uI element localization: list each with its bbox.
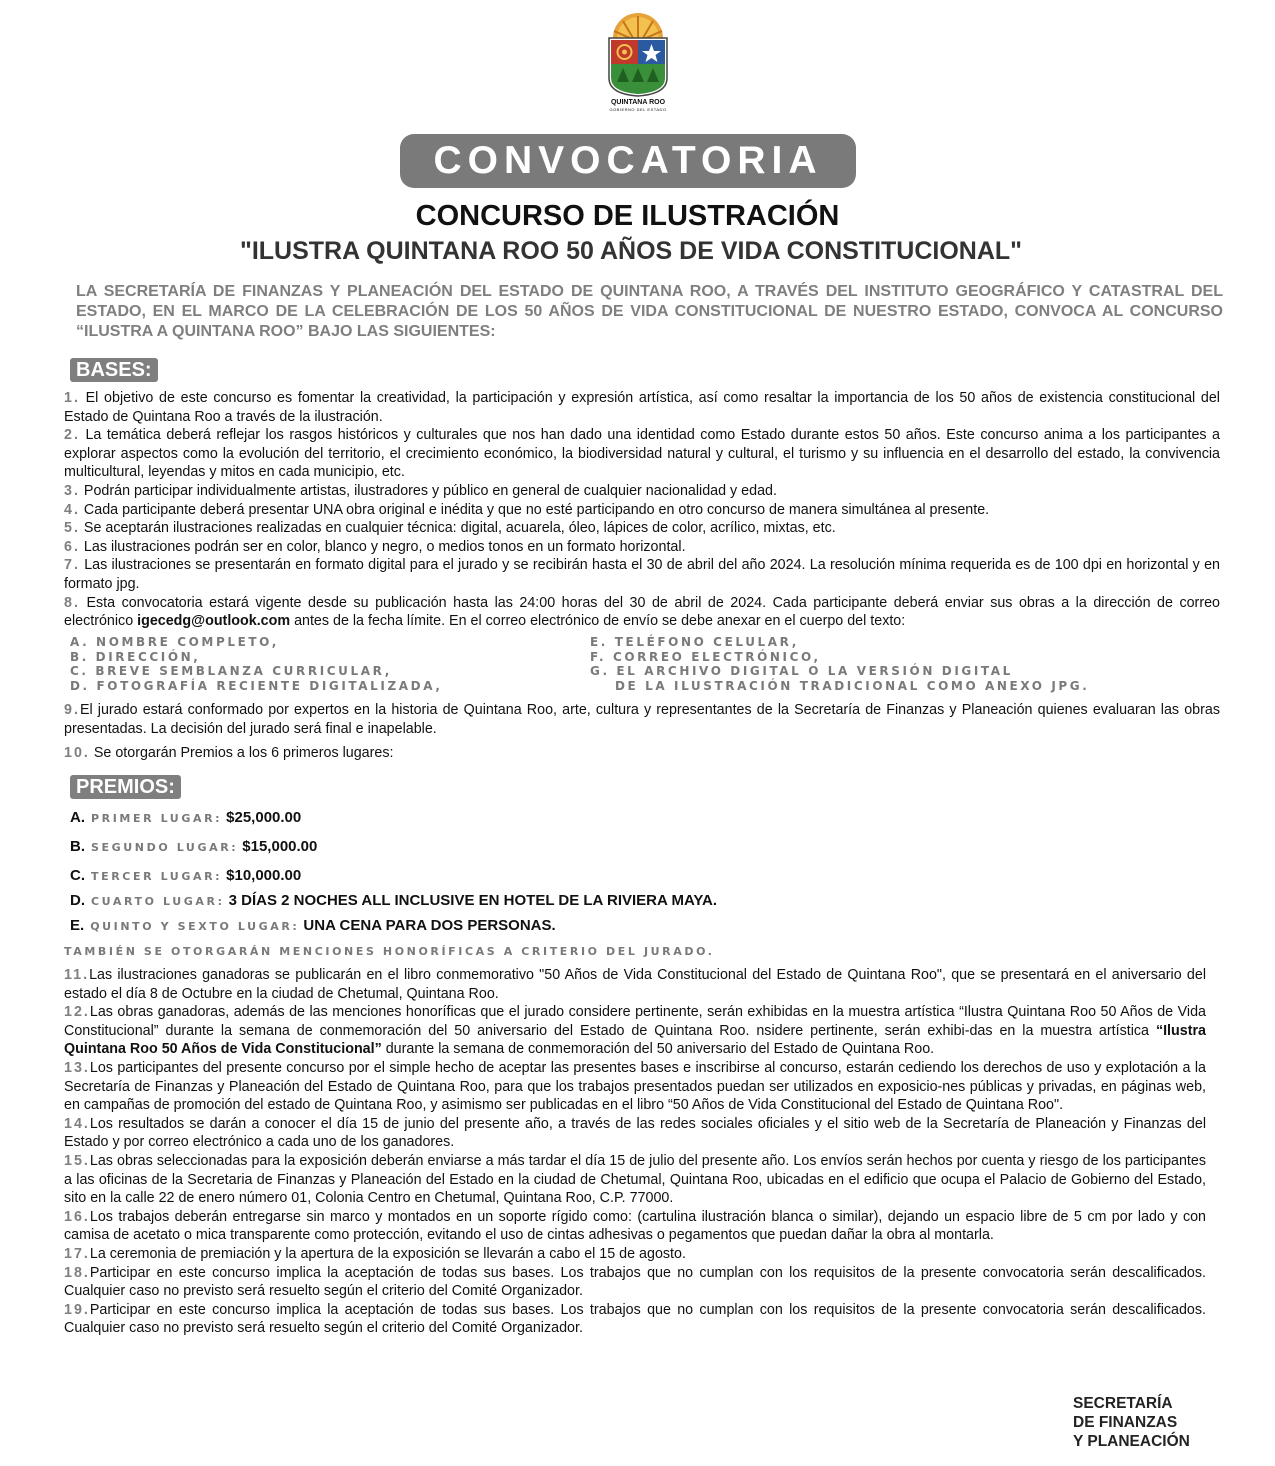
base-text: Se aceptarán ilustraciones realizadas en cualquier técnica: digital, acuarela, óleo, lápices de color, acrílico, mixtas, etc. bbox=[83, 520, 836, 537]
base-number: 18. bbox=[64, 1264, 90, 1281]
contest-title: CONCURSO DE ILUSTRACIÓN bbox=[415, 200, 840, 232]
base-number: 3. bbox=[64, 482, 80, 499]
base-item bbox=[64, 519, 1220, 538]
prize-row bbox=[70, 891, 717, 912]
base-item bbox=[64, 389, 1220, 426]
base-text: Los trabajos deberán entregarse sin marco y montados en un soporte rígido como: (cartulina ilustración blanca o similar), dejando un espacio libre de 5 cm por lado y con camisa de acetato o mica transparente como protección, evitando el uso de cintas adhesivas o pegamentos que puedan dañar la obra al montarla. bbox=[64, 1208, 1206, 1244]
bases-list-final bbox=[64, 966, 1206, 1338]
base-item bbox=[64, 966, 1206, 1003]
base-item bbox=[64, 744, 1220, 763]
base-text: Esta convocatoria estará vigente desde su publicación hasta las 24:00 horas del 30 de abril de 2024. Cada participante deberá enviar sus obras a la dirección de correo electrónico bbox=[64, 594, 1220, 630]
bases-list-continued bbox=[64, 701, 1220, 763]
coat-of-arms-icon bbox=[603, 12, 673, 98]
base-item bbox=[64, 556, 1220, 593]
base-item bbox=[64, 594, 1220, 631]
base-item bbox=[64, 1208, 1206, 1245]
base-item bbox=[64, 1152, 1206, 1208]
requirement-item: D. FOTOGRAFÍA RECIENTE DIGITALIZADA, bbox=[70, 678, 443, 693]
agency-line: DE FINANZAS bbox=[1073, 1414, 1178, 1431]
prize-row bbox=[70, 866, 301, 887]
base-number: 11. bbox=[64, 967, 90, 983]
requirement-item: F. CORREO ELECTRÓNICO, bbox=[590, 649, 821, 664]
issuing-agency-signature bbox=[1073, 1394, 1190, 1451]
prize-value: $15,000.00 bbox=[242, 838, 318, 855]
base-number: 8. bbox=[64, 594, 80, 611]
base-item bbox=[64, 426, 1220, 482]
base-item bbox=[64, 482, 1220, 501]
base-text: Las ilustraciones ganadoras se publicarán en el libro conmemorativo "50 Años de Vida Constitucional del Estado de Quintana Roo", que se presentará en el aniversario del estado el día 8 de Octubre en la ciudad de Chetumal, Quintana Roo. bbox=[64, 967, 1206, 1002]
prize-label: QUINTO Y SEXTO LUGAR: bbox=[90, 920, 300, 933]
base-number: 19. bbox=[64, 1301, 90, 1318]
base-text: antes de la fecha límite. En el correo electrónico de envío se debe anexar en el cuerpo del texto: bbox=[294, 613, 906, 630]
prize-value: $10,000.00 bbox=[226, 867, 302, 884]
base-item bbox=[64, 701, 1220, 738]
base-text: Las obras ganadoras, además de las menciones honoríficas que el jurado considere pertinente, serán exhibidas en la muestra artística “Ilustra Quintana Roo 50 Años de Vida Constitucional” durante la semana de conmemoración del 50 aniversario del Estado de Quintana Roo. nsidere pertinente, serán exhibi-das en la muestra artística bbox=[64, 1004, 1206, 1039]
prize-letter: C. bbox=[70, 867, 85, 884]
requirements-list-right bbox=[590, 635, 1150, 693]
prize-value: 3 DÍAS 2 NOCHES ALL INCLUSIVE EN HOTEL DE LA RIVIERA MAYA. bbox=[228, 892, 718, 909]
bases-heading: BASES: bbox=[70, 358, 158, 382]
convocatoria-banner: CONVOCATORIA bbox=[400, 134, 856, 188]
premios-heading: PREMIOS: bbox=[70, 775, 181, 799]
bases-list bbox=[64, 389, 1220, 631]
base-text: El jurado estará conformado por expertos en la historia de Quintana Roo, arte, cultura y representantes de la Secretaría de Finanzas y Planeación quienes evaluaran las obras presentadas. La decisión del jurado será final e inapelable. bbox=[64, 702, 1220, 737]
prize-label: PRIMER LUGAR: bbox=[91, 812, 223, 825]
prize-letter: D. bbox=[70, 892, 85, 909]
base-number: 2. bbox=[64, 427, 80, 444]
base-number: 7. bbox=[64, 557, 80, 574]
base-item bbox=[64, 1003, 1206, 1059]
exhibition-name: “Ilustra Quintana Roo 50 Años de Vida Constitucional” bbox=[64, 1022, 1206, 1058]
base-text: Los resultados se darán a conocer el día 15 de junio del presente año, a través de las redes sociales oficiales y el sitio web de la Secretaría de Planeación y Finanzas del Estado y por correo electrónico a cada uno de los ganadores. bbox=[64, 1115, 1206, 1151]
base-text: Podrán participar individualmente artistas, ilustradores y público en general de cualquier nacionalidad y edad. bbox=[83, 482, 777, 499]
base-number: 16. bbox=[64, 1208, 90, 1225]
prize-row bbox=[70, 916, 556, 937]
requirement-item: C. BREVE SEMBLANZA CURRICULAR, bbox=[70, 664, 392, 679]
logo-state-name: QUINTANA ROO bbox=[610, 99, 666, 106]
base-item bbox=[64, 1059, 1206, 1115]
base-text: Las ilustraciones podrán ser en color, blanco y negro, o medios tonos en un formato horizontal. bbox=[83, 538, 686, 555]
prize-label: TERCER LUGAR: bbox=[91, 870, 223, 883]
base-number: 4. bbox=[64, 501, 80, 518]
base-number: 14. bbox=[64, 1115, 90, 1132]
base-number: 1. bbox=[64, 390, 80, 406]
prize-letter: E. bbox=[70, 917, 85, 934]
base-item bbox=[64, 1301, 1206, 1338]
base-item bbox=[64, 1115, 1206, 1152]
base-item bbox=[64, 1264, 1206, 1301]
base-text: El objetivo de este concurso es fomentar la creatividad, la participación y expresión artística, así como resaltar la importancia de los 50 años de existencia constitucional del Estado de Quintana Roo a través de la ilustración. bbox=[64, 390, 1220, 425]
base-number: 13. bbox=[64, 1059, 90, 1076]
prize-letter: B. bbox=[70, 838, 85, 855]
agency-line: Y PLANEACIÓN bbox=[1073, 1433, 1190, 1450]
base-text: Cada participante deberá presentar UNA obra original e inédita y que no esté participando en otro concurso de manera simultánea al presente. bbox=[83, 501, 990, 518]
requirement-item: G. EL ARCHIVO DIGITAL O LA VERSIÓN DIGITAL bbox=[590, 664, 1013, 679]
base-text: Los participantes del presente concurso por el simple hecho de aceptar las presentes bases e inscribirse al concurso, estarán cediendo los derechos de uso y explotación a la Secretaría de Finanzas y Planeación del Estado de Quintana Roo, para que los trabajos presentados puedan ser utilizados en exposicio-nes públicas y privadas, en páginas web, en campañas de promoción del estado de Quintana Roo, y asimismo ser publicadas en el libro “50 Años de Vida Constitucional del Estado de Quintana Roo". bbox=[64, 1059, 1206, 1114]
contest-subtitle: "ILUSTRA QUINTANA ROO 50 AÑOS DE VIDA CONSTITUCIONAL" bbox=[239, 237, 1023, 265]
base-text: La temática deberá reflejar los rasgos históricos y culturales que nos han dado una identidad como Estado durante estos 50 años. Este concurso anima a los participantes a explorar aspectos como la evolución del territorio, el crecimiento económico, la biodiversidad natural y cultural, el turismo y su influencia en el desarrollo del estado, la convivencia multicultural, leyendas y mitos en cada municipio, etc. bbox=[64, 427, 1220, 481]
base-number: 12. bbox=[64, 1004, 90, 1021]
base-number: 15. bbox=[64, 1152, 90, 1169]
base-text: durante la semana de conmemoración del 50 aniversario del Estado de Quintana Roo. bbox=[385, 1041, 935, 1058]
prize-label: SEGUNDO LUGAR: bbox=[91, 841, 239, 854]
agency-line: SECRETARÍA bbox=[1073, 1395, 1173, 1412]
requirements-list-left bbox=[70, 635, 590, 693]
base-text: Se otorgarán Premios a los 6 primeros lugares: bbox=[93, 745, 394, 762]
prize-row bbox=[70, 808, 301, 829]
base-number: 9. bbox=[64, 702, 80, 718]
base-text: Participar en este concurso implica la aceptación de todas sus bases. Los trabajos que no cumplan con los requisitos de la presente convocatoria serán descalificados. Cualquier caso no previsto será resuelto según el criterio del Comité Organizador. bbox=[64, 1264, 1206, 1300]
requirement-item: DE LA ILUSTRACIÓN TRADICIONAL COMO ANEXO JPG. bbox=[615, 678, 1090, 693]
prize-letter: A. bbox=[70, 809, 85, 826]
base-text: La ceremonia de premiación y la apertura de la exposición se llevarán a cabo el 15 de agosto. bbox=[89, 1245, 686, 1262]
honorable-mentions-note: TAMBIÉN SE OTORGARÁN MENCIONES HONORÍFICAS A CRITERIO DEL JURADO. bbox=[64, 945, 715, 958]
base-number: 10. bbox=[64, 745, 90, 762]
prize-value: $25,000.00 bbox=[226, 809, 302, 826]
base-number: 6. bbox=[64, 538, 80, 555]
base-text: Participar en este concurso implica la aceptación de todas sus bases. Los trabajos que no cumplan con los requisitos de la presente convocatoria serán descalificados. Cualquier caso no previsto será resuelto según el criterio del Comité Organizador. bbox=[64, 1301, 1206, 1337]
contact-email[interactable]: igecedg@outlook.com bbox=[137, 613, 291, 630]
requirement-item: E. TELÉFONO CELULAR, bbox=[590, 635, 799, 649]
base-text: Las obras seleccionadas para la exposición deberán enviarse a más tardar el día 15 de julio del presente año. Los envíos serán hechos por cuenta y riesgo de los participantes a las oficinas de la Secretaria de Finanzas y Planeación del Estado en la ciudad de Chetumal, Quintana Roo, ubicadas en el edificio que ocupa el Palacio de Gobierno del Estado, sito en la calle 22 de enero número 01, Colonia Centro en Chetumal, Quintana Roo, C.P. 77000. bbox=[64, 1152, 1206, 1207]
requirement-item: B. DIRECCIÓN, bbox=[70, 649, 201, 664]
prize-row bbox=[70, 837, 317, 858]
intro-paragraph: LA SECRETARÍA DE FINANZAS Y PLANEACIÓN DEL ESTADO DE QUINTANA ROO, A TRAVÉS DEL INSTITUTO GEOGRÁFICO Y CATASTRAL DEL ESTADO, EN EL MARCO DE LA CELEBRACIÓN DE LOS 50 AÑOS DE VIDA CONSTITUCIONAL DE NUESTRO ESTADO, CONVOCA AL CONCURSO “ILUSTRA A QUINTANA ROO” BAJO LAS SIGUIENTES: bbox=[76, 283, 1223, 340]
base-item bbox=[64, 501, 1220, 520]
requirement-item: A. NOMBRE COMPLETO, bbox=[70, 635, 279, 649]
logo-government-label: GOBIERNO DEL ESTADO bbox=[609, 107, 667, 112]
base-number: 5. bbox=[64, 520, 80, 537]
state-coat-of-arms-logo bbox=[603, 12, 673, 116]
base-item bbox=[64, 538, 1220, 557]
prize-value: UNA CENA PARA DOS PERSONAS. bbox=[303, 917, 556, 934]
base-item bbox=[64, 1245, 1206, 1264]
base-text: Las ilustraciones se presentarán en formato digital para el jurado y se recibirán hasta el 30 de abril del año 2024. La resolución mínima requerida es de 100 dpi en horizontal y en formato jpg. bbox=[64, 557, 1220, 592]
base-number: 17. bbox=[64, 1245, 90, 1262]
prize-label: CUARTO LUGAR: bbox=[91, 895, 225, 908]
